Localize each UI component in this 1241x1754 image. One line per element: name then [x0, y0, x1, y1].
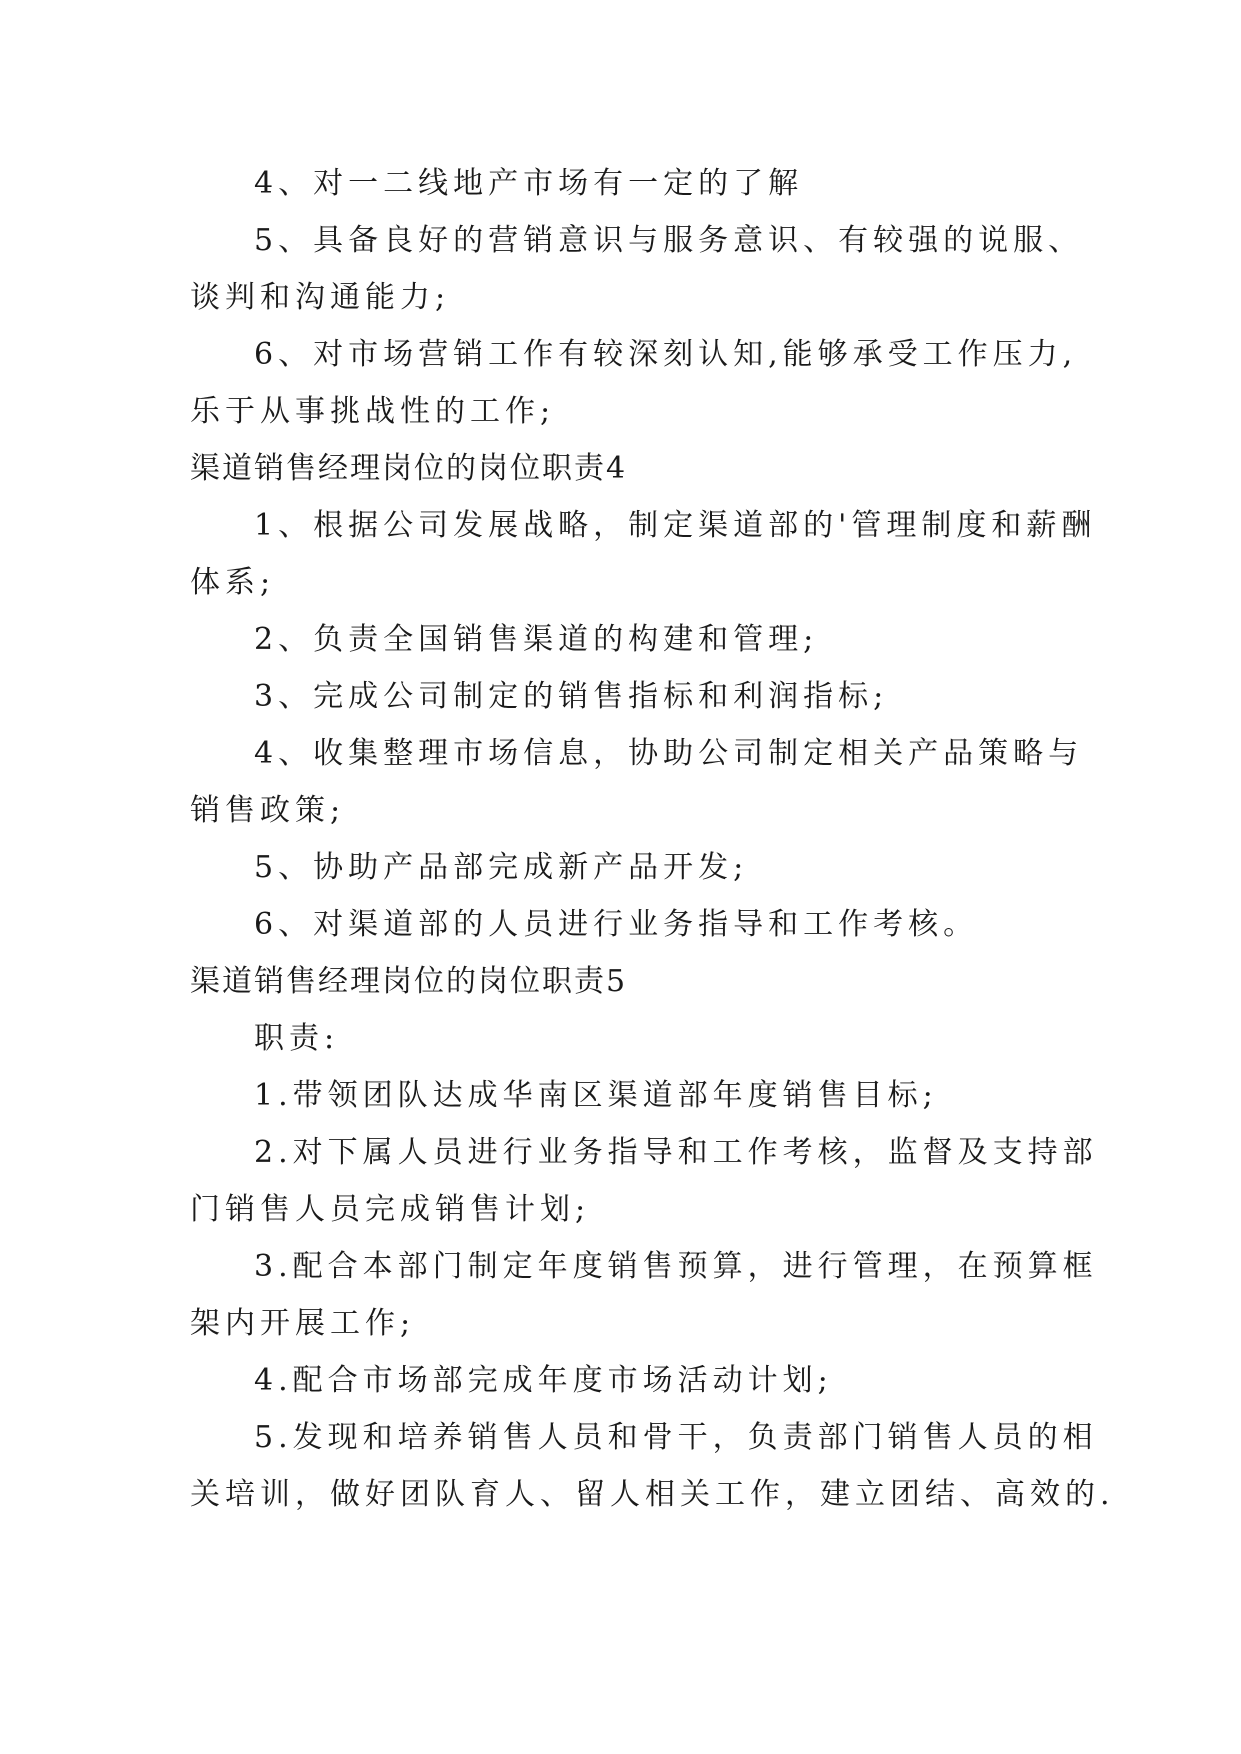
body-line: 乐于从事挑战性的工作; — [190, 394, 556, 429]
body-line: 架内开展工作; — [190, 1306, 416, 1341]
body-line: 4、收集整理市场信息，协助公司制定相关产品策略与 — [254, 736, 1084, 771]
body-line: 4、对一二线地产市场有一定的了解 — [254, 166, 804, 201]
body-line: 销售政策; — [190, 793, 346, 828]
body-line: 职责: — [254, 1021, 340, 1056]
body-line: 3.配合本部门制定年度销售预算，进行管理，在预算框 — [254, 1249, 1098, 1284]
body-line: 体系; — [190, 565, 276, 600]
body-line: 5、协助产品部完成新产品开发; — [254, 850, 749, 885]
body-line: 3、完成公司制定的销售指标和利润指标; — [254, 679, 889, 714]
body-line: 5.发现和培养销售人员和骨干，负责部门销售人员的相 — [254, 1420, 1098, 1455]
body-line: 关培训，做好团队育人、留人相关工作，建立团结、高效的. — [190, 1477, 1115, 1512]
body-line: 6、对渠道部的人员进行业务指导和工作考核。 — [254, 907, 979, 942]
body-line: 1.带领团队达成华南区渠道部年度销售目标; — [254, 1078, 938, 1113]
body-line: 6、对市场营销工作有较深刻认知,能够承受工作压力, — [254, 337, 1078, 372]
section-heading: 渠道销售经理岗位的岗位职责5 — [190, 964, 628, 999]
body-line: 1、根据公司发展战略，制定渠道部的'管理制度和薪酬 — [254, 508, 1097, 543]
body-line: 4.配合市场部完成年度市场活动计划; — [254, 1363, 833, 1398]
body-line: 门销售人员完成销售计划; — [190, 1192, 591, 1227]
body-line: 2.对下属人员进行业务指导和工作考核，监督及支持部 — [254, 1135, 1098, 1170]
body-line: 2、负责全国销售渠道的构建和管理; — [254, 622, 819, 657]
body-line: 谈判和沟通能力; — [190, 280, 451, 315]
body-line: 5、具备良好的营销意识与服务意识、有较强的说服、 — [254, 223, 1084, 258]
section-heading: 渠道销售经理岗位的岗位职责4 — [190, 451, 628, 486]
